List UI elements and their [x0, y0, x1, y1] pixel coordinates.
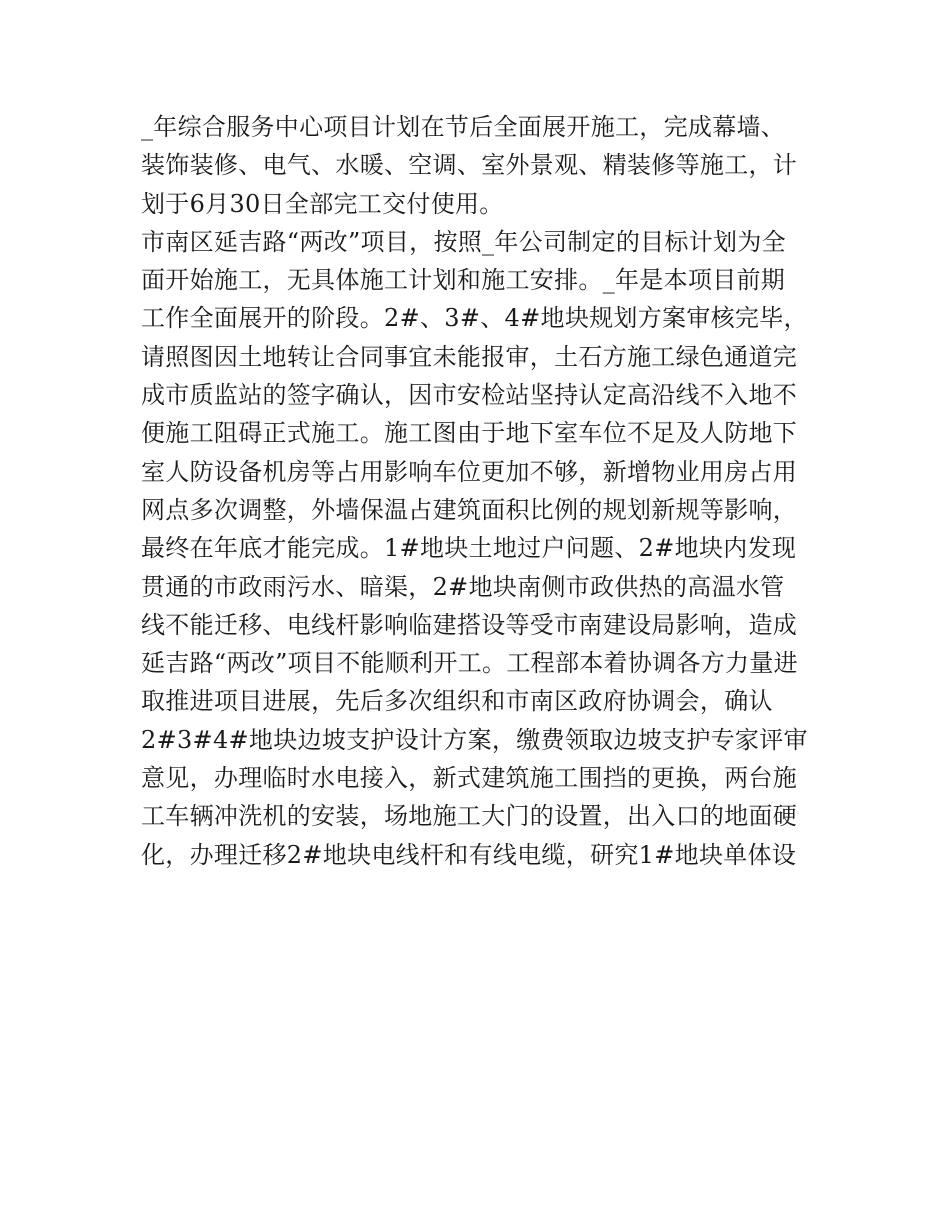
text-line: 延吉路“两改”项目不能顺利开工。工程部本着协调各方力量进	[141, 649, 798, 678]
text-line: 室人防设备机房等占用影响车位更加不够，新增物业用房占用	[141, 457, 798, 486]
document-body	[141, 108, 821, 874]
text-line: 市南区延吉路“两改”项目，按照_年公司制定的目标计划为全	[141, 227, 786, 256]
text-line: 请照图因土地转让合同事宜未能报审，土石方施工绿色通道完	[141, 342, 798, 371]
text-line: 化，办理迁移2#地块电线杆和有线电缆，研究1#地块单体设	[141, 840, 797, 869]
text-line: 成市质监站的签字确认，因市安检站坚持认定高沿线不入地不	[141, 381, 798, 410]
text-line: 取推进项目进展，先后多次组织和市南区政府协调会，确认	[141, 687, 773, 716]
text-line: 贯通的市政雨污水、暗渠，2#地块南侧市政供热的高温水管	[141, 572, 785, 601]
text-line: 网点多次调整，外墙保温占建筑面积比例的规划新规等影响，	[141, 495, 798, 524]
text-line: 工作全面展开的阶段。2#、3#、4#地块规划方案审核完毕，	[141, 304, 808, 333]
paragraph-yanji-road-project	[141, 223, 821, 874]
text-line: 装饰装修、电气、水暖、空调、室外景观、精装修等施工，计	[141, 151, 798, 180]
text-line: 意见，办理临时水电接入，新式建筑施工围挡的更换，两台施	[141, 764, 798, 793]
paragraph-service-center	[141, 108, 821, 223]
text-line: 划于6月30日全部完工交付使用。	[141, 189, 504, 218]
text-line: 面开始施工，无具体施工计划和施工安排。_年是本项目前期	[141, 266, 786, 295]
text-line: 最终在年底才能完成。1#地块土地过户问题、2#地块内发现	[141, 534, 797, 563]
text-line: 线不能迁移、电线杆影响临建搭设等受市南建设局影响，造成	[141, 610, 798, 639]
text-line: 2#3#4#地块边坡支护设计方案，缴费领取边坡支护专家评审	[141, 725, 808, 754]
text-line: 工车辆冲洗机的安装，场地施工大门的设置，出入口的地面硬	[141, 802, 798, 831]
text-line: _年综合服务中心项目计划在节后全面展开施工，完成幕墙、	[141, 113, 786, 141]
text-line: 便施工阻碍正式施工。施工图由于地下室车位不足及人防地下	[141, 419, 798, 448]
